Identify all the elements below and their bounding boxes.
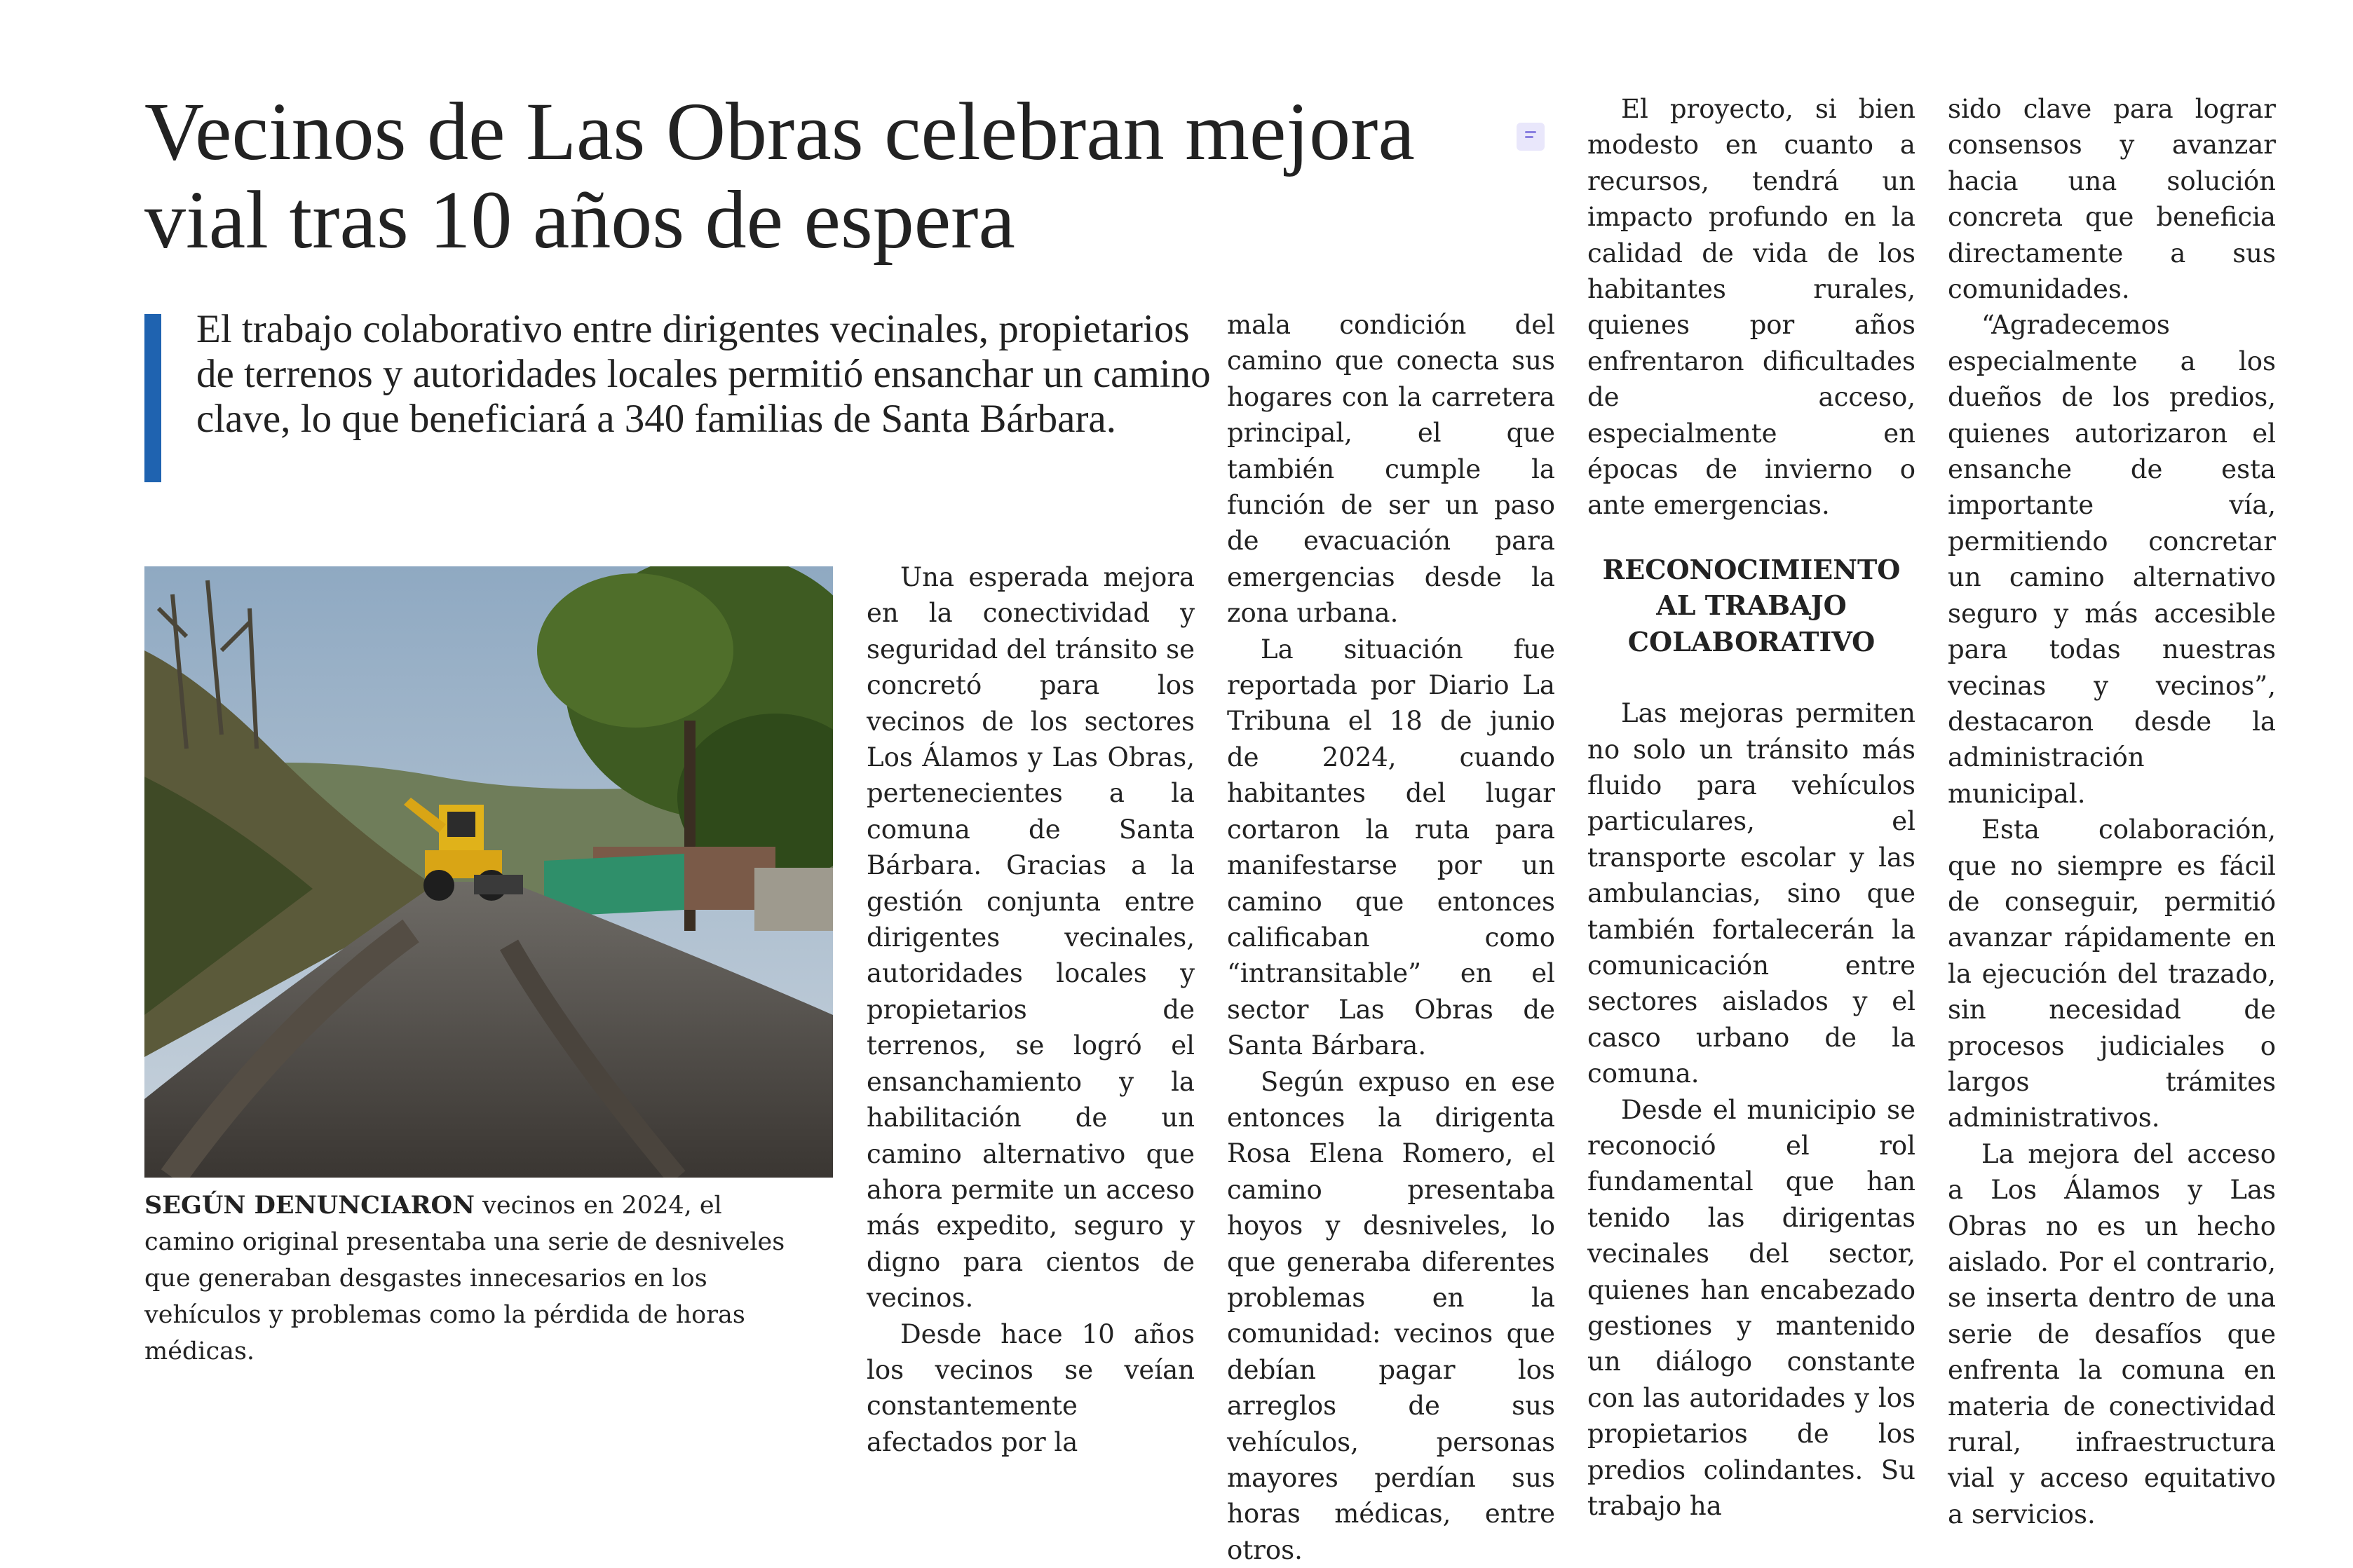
col4-paragraph: Esta colaboración, que no siempre es fácil de conseguir, permitió avanzar rápidamente en la ejecución del trazado, sin necesidad de procesos judiciales o largos trámites administrativos. — [1948, 814, 2276, 1133]
col1-paragraph: Desde hace 10 años los vecinos se veían constantemente afectados por la — [867, 1318, 1195, 1457]
lead-accent-bar — [144, 314, 161, 482]
col4-paragraph: La mejora del acceso a Los Álamos y Las Obras no es un hecho aislado. Por el contrario, se inserta dentro de una serie de desafíos que enfrenta la comuna en materia de conectividad rural, infraestructura vial y acceso equitativo a servicios. — [1948, 1138, 2276, 1529]
column-1 — [867, 559, 1195, 1460]
caption-lead: SEGÚN DENUNCIARON — [144, 1191, 475, 1220]
headline: Vecinos de Las Obras celebran mejora vial tras 10 años de espera — [144, 86, 1415, 266]
col3-paragraph: Las mejoras permiten no solo un tránsito más fluido para vehículos particulares, el transporte escolar y las ambulancias, sino que también fortalecerán la comunicación entre sectores aislados y el casco urbano de la comuna. — [1587, 698, 1915, 1089]
note-icon[interactable] — [1517, 123, 1545, 151]
col2-paragraph: mala condición del camino que conecta sus hogares con la carretera principal, el que también cumple la función de ser un paso de evacuación para emergencias desde la zona urbana. — [1227, 310, 1555, 629]
lead-paragraph: El trabajo colaborativo entre dirigentes vecinales, propietarios de terrenos y autoridades locales permitió ensanchar un camino clave, lo que beneficiará a 340 familias de Santa Bárbara. — [196, 307, 1211, 441]
col3-paragraph: El proyecto, si bien modesto en cuanto a recursos, tendrá un impacto profundo en la calidad de vida de los habitantes rurales, quienes por años enfrentaron dificultades de acceso, especialmente en épocas de invierno o ante emergencias. — [1587, 94, 1915, 521]
column-4 — [1948, 91, 2276, 1532]
col4-paragraph: “Agradecemos especialmente a los dueños de los predios, quienes autorizaron el ensanche de esta importante vía, permitiendo concretar un camino alternativo seguro y más accesible para todas nuestras vecinas y vecinos”, destacaron desde la administración municipal. — [1948, 310, 2276, 809]
col1-paragraph: Una esperada mejora en la conectividad y seguridad del tránsito se concretó para los vecinos de los sectores Los Álamos y Las Obras, pertenecientes a la comuna de Santa Bárbara. Gracias a la gestión conjunta entre dirigentes vecinales, autoridades locales y propietarios de terrenos, se logró el ensanchamiento y la habilitación de un camino alternativo que ahora permite un acceso más expedito, seguro y digno para cientos de vecinos. — [867, 562, 1195, 1314]
road-works-photo — [144, 566, 833, 1178]
column-3 — [1587, 91, 1915, 1524]
col2-paragraph: La situación fue reportada por Diario La Tribuna el 18 de junio de 2024, cuando habitantes del lugar cortaron la ruta para manifestarse por un camino que entonces calificaban como “intransitable” en el sector Las Obras de Santa Bárbara. — [1227, 634, 1555, 1061]
column-2 — [1227, 307, 1555, 1568]
photo-caption — [144, 1187, 803, 1370]
caption-text: vecinos en 2024, el camino original presentaba una serie de desniveles que generaban desgastes innecesarios en los vehículos y problemas como la pérdida de horas médicas. — [144, 1192, 785, 1365]
col3-paragraph: Desde el municipio se reconoció el rol fundamental que han tenido las dirigentas vecinales del sector, quienes han encabezado gestiones y mantenido un diálogo constante con las autoridades y los propietarios de los predios colindantes. Su trabajo ha — [1587, 1094, 1915, 1522]
subheading: RECONOCIMIENTO AL TRABAJO COLABORATIVO — [1602, 553, 1901, 657]
col4-paragraph: sido clave para lograr consensos y avanzar hacia una solución concreta que beneficia directamente a sus comunidades. — [1948, 94, 2276, 305]
col2-paragraph: Según expuso en ese entonces la dirigenta Rosa Elena Romero, el camino presentaba hoyos y desniveles, lo que generaba diferentes problemas en la comunidad: vecinos que debían pagar los arreglos de sus vehículos, personas mayores perdían sus horas médicas, entre otros. — [1227, 1066, 1555, 1565]
